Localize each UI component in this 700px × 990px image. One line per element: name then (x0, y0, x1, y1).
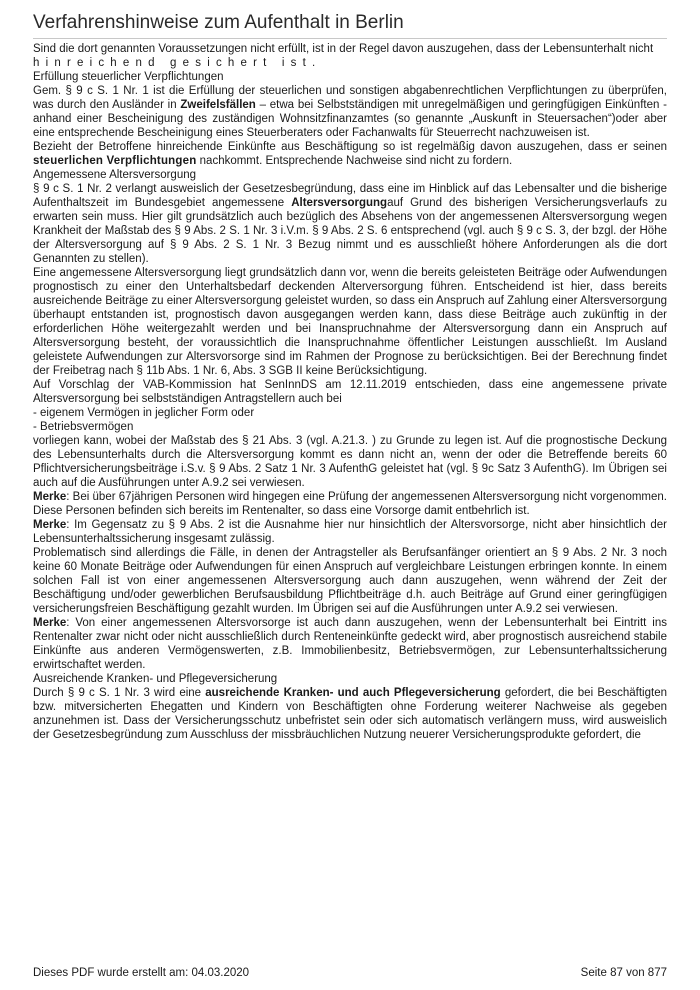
intro-spaced-text: hinreichend gesichert ist. (33, 57, 322, 69)
list-item-betriebsvermoegen: - Betriebsvermögen (33, 421, 134, 433)
intro-text: Sind die dort genannten Voraussetzungen nicht erfüllt, ist in der Regel davon auszugehen, dass der Lebensunterhalt nicht (33, 43, 654, 55)
alter1-text-c: auf Grund des bisherigen Versicherungsverlaufs zu erwarten sein muss. Hier gilt grundsätzlich auch bezüglich des Absehens von der angemessenen Altersversorgung wegen Krankheit der Maßstab des § 9 Abs. 2 S. 1 Nr. 3 i.V.m. § 9 Abs. 2 S. 6 entsprechend (vgl. auch § 9 c S. 3, der bzgl. der Höhe der Altersversorgung auf § 9 Abs. 2 S. 1 Nr. 3 Bezug nimmt und es ausschließt höhere Anforderungen als die dort Genannten zu stellen). (33, 197, 667, 265)
footer-page-number: Seite 87 von 877 (580, 967, 667, 979)
paragraph-intro (33, 42, 667, 70)
page-title: Verfahrenshinweise zum Aufenthalt in Berlin (33, 12, 404, 33)
paragraph-alter-4: vorliegen kann, wobei der Maßstab des § 21 Abs. 3 (vgl. A.21.3. ) zu Grunde zu legen ist. Auf die prognostische Deckung des Lebensunterhalts durch die Altersversorgung kommt es dann nicht an, wenn der oder die Betreffende bereits 60 Pflichtversicherungsbeiträge i.S.v. § 9 Abs. 2 Satz 1 Nr. 3 AufenthG geleistet hat (vgl. § 9c Satz 3 AufenthG). Im Übrigen sei auch auf die Ausführungen unter A.9.2 sei verwiesen. (33, 435, 667, 489)
merke-note-1 (33, 490, 667, 518)
merke-2-text: : Im Gegensatz zu § 9 Abs. 2 ist die Ausnahme hier nur hinsichtlich der Altersvorsorge, nicht aber hinsichtlich der Lebensunterhaltssicherung insgesamt zulässig. (33, 519, 667, 545)
alter1-text-a: § 9 c S. 1 Nr. 2 verlangt ausweislich der Gesetzesbegründung, dass eine im Hinblick auf das Lebensalter und die bisherige Aufenthaltszeit im Bundesgebiet angemessene (33, 183, 667, 209)
merke-label: Merke (33, 617, 67, 629)
paragraph-alter-3: Auf Vorschlag der VAB-Kommission hat SenInnDS am 12.11.2019 entschieden, dass eine angemessene private Altersversorgung bei selbstständigen Antragstellern auch bei (33, 379, 667, 405)
merke-note-3 (33, 616, 667, 672)
merke-label: Merke (33, 491, 67, 503)
kranken-text-c: gefordert, die bei Beschäftigten bzw. mitversicherten Ehegatten und Kindern von Beschäftigten ohne Forderung weiterer Nachweise als gegeben anzunehmen ist. Dass der Versicherungsschutz unbefristet sein oder sich automatisch verlängern muss, wird ausweislich der Gesetzesbegründung zum Ausschluss der missbräuchlichen Nutzung neuerer Versicherungsprodukte gefordert, die (33, 687, 667, 741)
steuer2-text-c: nachkommt. Entsprechende Nachweise sind nicht zu fordern. (196, 155, 513, 167)
merke-label: Merke (33, 519, 67, 531)
list-item-vermoegen: - eigenem Vermögen in jeglicher Form oder (33, 407, 255, 419)
steuer-text-a: Gem. § 9 c S. 1 Nr. 1 ist die Erfüllung der steuerlichen und sonstigen abgabenrechtlichen Verpflichtungen zu überprüfen, was durch den Ausländer in (33, 85, 667, 111)
merke-3-text: : Von einer angemessenen Altersvorsorge ist auch dann auszugehen, wenn der Lebensunterhalt bei Eintritt ins Rentenalter zwar nicht oder nicht ausschließlich durch Renteneinkünfte gedeckt wird, aber prognostisch ausreichend stabile Einkünfte aus anderen Vermögenswerten, z.B. Immobilienbesitz, Betriebsvermögen, zur Lebensunterhaltssicherung erwirtschaftet werden. (33, 617, 667, 671)
kranken-text-a: Durch § 9 c S. 1 Nr. 3 wird eine (33, 687, 206, 699)
paragraph-alter-5: Problematisch sind allerdings die Fälle, in denen der Antragsteller als Berufsanfänger orientiert an § 9 Abs. 2 Nr. 3 noch keine 60 Monate Beiträge oder Aufwendungen für einen Anspruch auf vergleichbare Leistungen erbringen konnte. In einem solchen Fall ist von einer angemessenen Altersversorgung auch dann auszugehen, wenn während der Zeit der Beschäftigung und/oder gewerblichen Berufsausbildung Pflichtbeiträge d.h. auch Beiträge auf Grund einer geringfügigen versicherungsfreien Beschäftigung gezahlt wurden. Im Übrigen sei auf die Ausführungen unter A.9.2 sei verwiesen. (33, 547, 667, 615)
paragraph-steuer-1 (33, 84, 667, 140)
steuer2-bold: steuerlichen Verpflichtungen (33, 155, 197, 167)
footer-created-date: Dieses PDF wurde erstellt am: 04.03.2020 (33, 967, 250, 979)
heading-alter: Angemessene Altersversorgung (33, 169, 197, 181)
merke-1-text: : Bei über 67jährigen Personen wird hingegen eine Prüfung der angemessenen Altersversorgung nicht vorgenommen. Diese Personen befinden sich bereits im Rentenalter, so dass eine Vorsorge damit entbehrlich ist. (33, 491, 667, 517)
paragraph-alter-2: Eine angemessene Altersversorgung liegt grundsätzlich dann vor, wenn die bereits geleisteten Beiträge oder Aufwendungen prognostisch zu einer den Unterhaltsbedarf deckenden Alterversorgung führen. Entscheidend ist hier, dass bereits ausreichende Beiträge zu einer Altersversorgung geleistet wurden, so dass ein Anspruch auf Zahlung einer Altersversorgung überhaupt entstanden ist, prognostisch davon ausgegangen werden kann, dass diese Beiträge auch zukünftig in der erforderlichen Höhe weitergezahlt werden und bei Inanspruchnahme der Altersversorgung dann ein Anspruch auf Altersversorgung besteht, der voraussichtlich die Inanspruchnahme öffentlicher Leistungen ausschließt. Im Ausland geleistete Aufwendungen zur Altersvorsorge sind im Rahmen der Prognose zu berücksichtigen. Bei der Berechnung findet der Freibetrag nach § 11b Abs. 1 Nr. 6, Abs. 3 SGB II keine Berücksichtigung. (33, 267, 667, 377)
merke-note-2 (33, 518, 667, 546)
paragraph-kranken-1 (33, 686, 667, 742)
document-body (33, 42, 667, 742)
heading-steuer: Erfüllung steuerlicher Verpflichtungen (33, 71, 224, 83)
alter1-bold: Altersversorgung (291, 197, 388, 209)
paragraph-steuer-2 (33, 140, 667, 168)
steuer-bold-zweifelsfaelle: Zweifelsfällen (180, 99, 256, 111)
header-divider (33, 38, 667, 39)
steuer2-text-a: Bezieht der Betroffene hinreichende Einkünfte aus Beschäftigung so ist regelmäßig davon auszugehen, dass er seinen (33, 141, 667, 153)
kranken-bold: ausreichende Kranken- und auch Pflegeversicherung (205, 687, 501, 699)
paragraph-alter-1 (33, 182, 667, 266)
steuer-text-c: – etwa bei Selbstständigen mit unregelmäßigen und geringfügigen Einkünften - anhand einer Bescheinigung des zuständigen Wohnsitzfinanzamtes (so genannte „Auskunft in Steuersachen“)oder aber eine entsprechende Bescheinigung eines Steuerberaters oder Fachanwalts für Steuerrecht nachzuweisen ist. (33, 99, 667, 139)
heading-kranken: Ausreichende Kranken- und Pflegeversicherung (33, 673, 278, 685)
